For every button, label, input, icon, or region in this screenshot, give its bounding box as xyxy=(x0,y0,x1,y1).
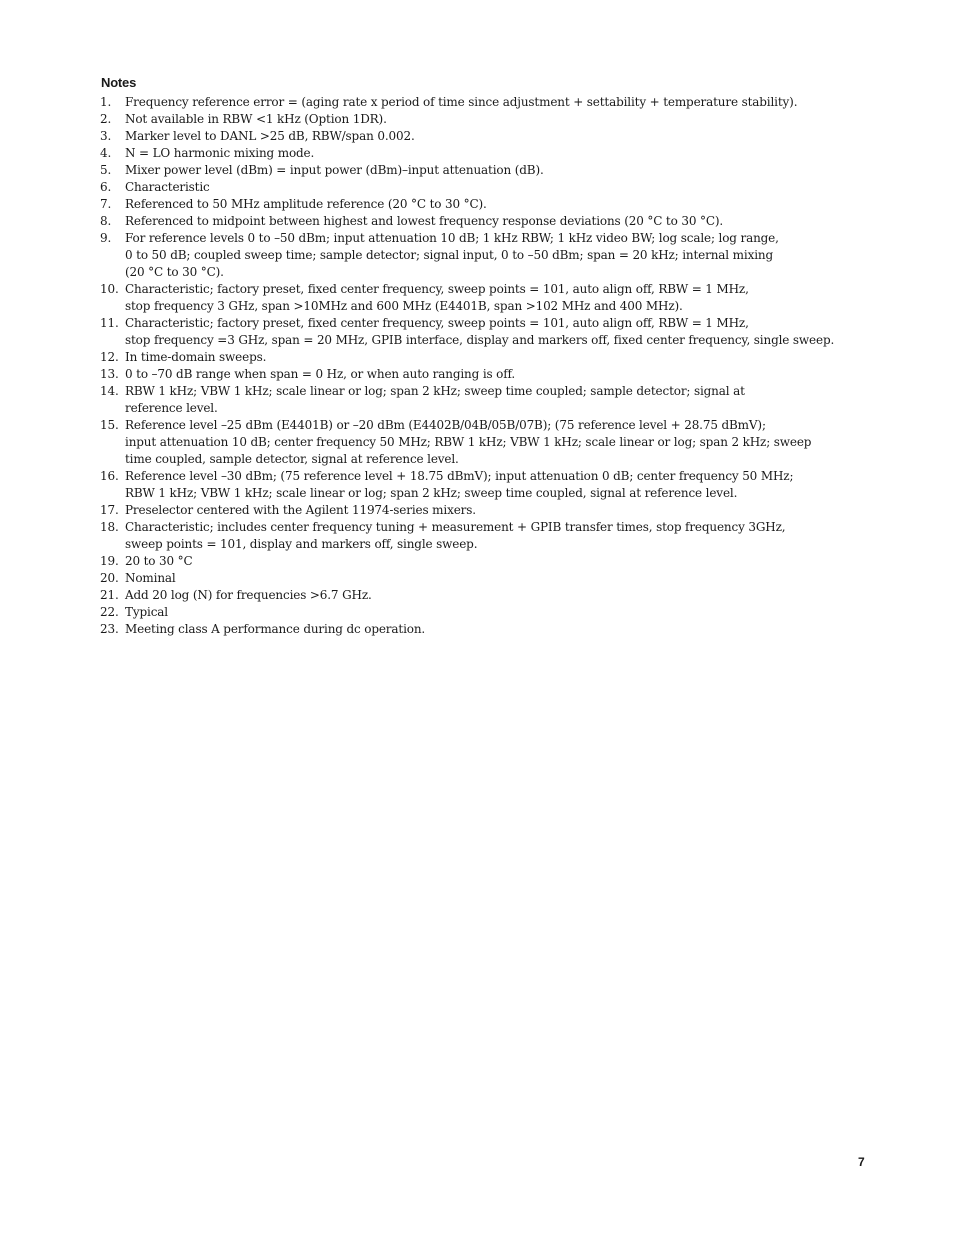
note-text-line: (20 °C to 30 °C). xyxy=(125,265,224,279)
notes-heading: Notes xyxy=(101,75,137,90)
note-text-line: Reference level –25 dBm (E4401B) or –20 dBm (E4402B/04B/05B/07B); (75 reference level + 28.75 dBmV); xyxy=(125,418,766,432)
note-text-line: In time-domain sweeps. xyxy=(125,350,267,364)
note-item xyxy=(100,570,880,587)
note-number: 2. xyxy=(100,112,112,126)
note-item xyxy=(100,587,880,604)
note-item xyxy=(100,366,880,383)
note-text-line: Frequency reference error = (aging rate x period of time since adjustment + settability + temperature stability). xyxy=(125,95,798,109)
note-text-line: Characteristic; factory preset, fixed center frequency, sweep points = 101, auto align off, RBW = 1 MHz, xyxy=(125,316,749,330)
note-text-line: 0 to –70 dB range when span = 0 Hz, or when auto ranging is off. xyxy=(125,367,516,381)
note-item xyxy=(100,281,880,315)
note-number: 14. xyxy=(100,384,119,398)
note-number: 15. xyxy=(100,418,119,432)
note-number: 17. xyxy=(100,503,119,517)
note-number: 13. xyxy=(100,367,119,381)
note-text-line: Typical xyxy=(125,605,168,619)
note-number: 8. xyxy=(100,214,112,228)
note-text-line: sweep points = 101, display and markers off, single sweep. xyxy=(125,537,478,551)
note-number: 22. xyxy=(100,605,119,619)
note-item xyxy=(100,383,880,417)
note-item xyxy=(100,502,880,519)
note-item xyxy=(100,145,880,162)
note-number: 3. xyxy=(100,129,112,143)
note-number: 1. xyxy=(100,95,112,109)
note-text-line: Add 20 log (N) for frequencies >6.7 GHz. xyxy=(125,588,372,602)
note-number: 23. xyxy=(100,622,119,636)
note-text-line: stop frequency 3 GHz, span >10MHz and 600 MHz (E4401B, span >102 MHz and 400 MHz). xyxy=(125,299,683,313)
note-item xyxy=(100,111,880,128)
note-text-line: reference level. xyxy=(125,401,218,415)
note-number: 5. xyxy=(100,163,112,177)
note-text-line: Not available in RBW <1 kHz (Option 1DR). xyxy=(125,112,387,126)
note-item xyxy=(100,349,880,366)
note-item xyxy=(100,621,880,638)
note-text-line: input attenuation 10 dB; center frequency 50 MHz; RBW 1 kHz; VBW 1 kHz; scale linear or log; span 2 kHz; sweep xyxy=(125,435,812,449)
note-item xyxy=(100,230,880,281)
note-number: 10. xyxy=(100,282,119,296)
note-text-line: 20 to 30 °C xyxy=(125,554,193,568)
note-text-line: RBW 1 kHz; VBW 1 kHz; scale linear or log; span 2 kHz; sweep time coupled, signal at reference level. xyxy=(125,486,738,500)
note-text-line: 0 to 50 dB; coupled sweep time; sample detector; signal input, 0 to –50 dBm; span = 20 kHz; internal mixing xyxy=(125,248,773,262)
note-text-line: Referenced to midpoint between highest and lowest frequency response deviations (20 °C to 30 °C). xyxy=(125,214,724,228)
note-text-line: Nominal xyxy=(125,571,176,585)
note-text-line: Preselector centered with the Agilent 11974-series mixers. xyxy=(125,503,476,517)
note-text-line: Mixer power level (dBm) = input power (dBm)–input attenuation (dB). xyxy=(125,163,544,177)
note-text-line: Marker level to DANL >25 dB, RBW/span 0.002. xyxy=(125,129,415,143)
note-item xyxy=(100,468,880,502)
note-item xyxy=(100,179,880,196)
note-item xyxy=(100,315,880,349)
note-text-line: Reference level –30 dBm; (75 reference level + 18.75 dBmV); input attenuation 0 dB; center frequency 50 MHz; xyxy=(125,469,794,483)
note-number: 7. xyxy=(100,197,112,211)
note-text-line: Referenced to 50 MHz amplitude reference (20 °C to 30 °C). xyxy=(125,197,487,211)
note-text-line: stop frequency =3 GHz, span = 20 MHz, GPIB interface, display and markers off, fixed center frequency, single sweep. xyxy=(125,333,835,347)
note-item xyxy=(100,162,880,179)
note-text-line: For reference levels 0 to –50 dBm; input attenuation 10 dB; 1 kHz RBW; 1 kHz video BW; log scale; log range, xyxy=(125,231,779,245)
note-text-line: time coupled, sample detector, signal at reference level. xyxy=(125,452,459,466)
note-number: 21. xyxy=(100,588,119,602)
note-item xyxy=(100,213,880,230)
note-text-line: Characteristic; includes center frequency tuning + measurement + GPIB transfer times, stop frequency 3GHz, xyxy=(125,520,786,534)
note-item xyxy=(100,519,880,553)
note-number: 12. xyxy=(100,350,119,364)
note-number: 20. xyxy=(100,571,119,585)
note-item xyxy=(100,604,880,621)
note-number: 18. xyxy=(100,520,119,534)
note-item xyxy=(100,196,880,213)
note-item xyxy=(100,417,880,468)
note-item xyxy=(100,94,880,111)
note-number: 4. xyxy=(100,146,112,160)
note-number: 6. xyxy=(100,180,112,194)
note-text-line: Characteristic xyxy=(125,180,210,194)
note-number: 9. xyxy=(100,231,112,245)
note-number: 19. xyxy=(100,554,119,568)
note-text-line: Meeting class A performance during dc operation. xyxy=(125,622,426,636)
page-number: 7 xyxy=(858,1155,865,1169)
note-item xyxy=(100,553,880,570)
notes-list xyxy=(100,94,880,638)
note-number: 11. xyxy=(100,316,119,330)
note-item xyxy=(100,128,880,145)
note-text-line: Characteristic; factory preset, fixed center frequency, sweep points = 101, auto align off, RBW = 1 MHz, xyxy=(125,282,749,296)
note-text-line: RBW 1 kHz; VBW 1 kHz; scale linear or log; span 2 kHz; sweep time coupled; sample detector; signal at xyxy=(125,384,745,398)
note-number: 16. xyxy=(100,469,119,483)
note-text-line: N = LO harmonic mixing mode. xyxy=(125,146,315,160)
